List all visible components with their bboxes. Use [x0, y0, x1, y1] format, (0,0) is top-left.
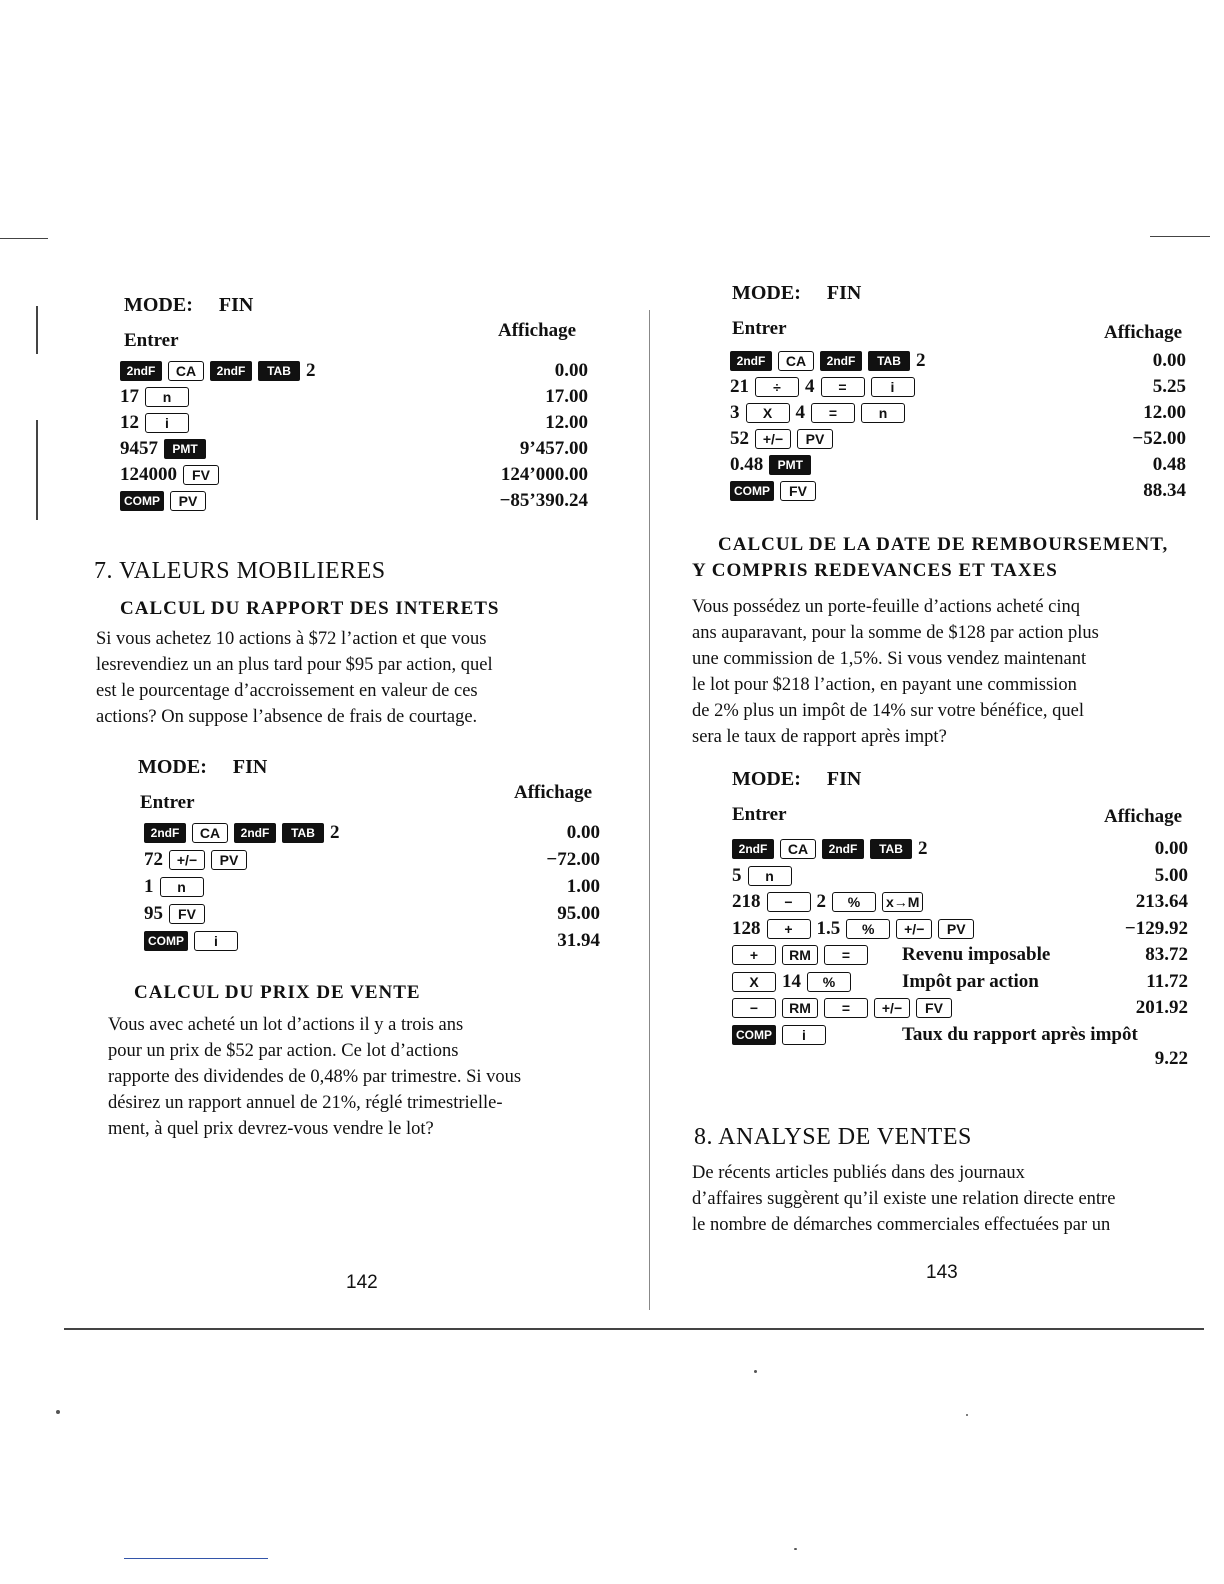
keystroke-row — [120, 358, 588, 384]
subsection-title: CALCUL DU RAPPORT DES INTERETS — [120, 598, 500, 619]
keystroke-row — [730, 426, 1186, 452]
entry-number: 52 — [730, 428, 749, 449]
calculator-key: i — [871, 377, 915, 397]
entrer-header: Entrer — [732, 804, 787, 825]
display-value: −52.00 — [1132, 428, 1186, 449]
mode-line — [124, 294, 253, 317]
entry-number: 2 — [816, 891, 826, 912]
display-value: −129.92 — [1124, 917, 1188, 939]
calculator-key: X — [732, 972, 776, 992]
paragraph-line: le nombre de démarches commerciales effectuées par un — [692, 1215, 1111, 1235]
scan-line — [36, 420, 38, 520]
input-sequence — [732, 836, 928, 862]
calculator-key: x→M — [882, 892, 923, 912]
keystroke-row — [120, 384, 588, 410]
calculator-key: = — [824, 945, 868, 965]
entry-number: 9457 — [120, 438, 158, 459]
input-sequence — [730, 452, 811, 478]
entry-number: 21 — [730, 376, 749, 397]
calculator-key: PV — [211, 850, 247, 870]
keystroke-row — [120, 488, 588, 514]
input-sequence — [120, 462, 219, 488]
calculator-key: 2ndF — [820, 351, 862, 371]
display-value: 88.34 — [1143, 480, 1186, 501]
entry-number: 14 — [782, 970, 801, 992]
calculator-key: 2ndF — [144, 823, 186, 843]
scan-speck — [966, 1414, 968, 1416]
entry-number: 12 — [120, 412, 139, 433]
calculator-key: CA — [778, 351, 814, 371]
calculator-key: +/− — [755, 429, 791, 449]
paragraph-line: pour un prix de $52 par action. Ce lot d’actions — [108, 1041, 459, 1061]
display-value: 201.92 — [1135, 997, 1188, 1018]
calculator-key: % — [832, 892, 876, 912]
keystroke-row — [144, 928, 600, 954]
display-value: 1.00 — [566, 876, 600, 897]
paragraph-line: lesrevendiez un an plus tard pour $95 par action, quel — [96, 655, 493, 675]
calculator-key: i — [782, 1025, 826, 1045]
entry-number: 218 — [732, 891, 761, 912]
keystroke-row — [730, 348, 1186, 374]
calculator-key: FV — [169, 904, 205, 924]
calculator-key: TAB — [282, 823, 324, 843]
keystroke-row — [144, 847, 600, 873]
display-value: 5.25 — [1152, 376, 1186, 397]
calculator-key: TAB — [868, 351, 910, 371]
keystroke-row — [732, 969, 1188, 995]
keystroke-row — [732, 889, 1188, 915]
mode-value: FIN — [232, 756, 268, 778]
display-value: 83.72 — [1145, 944, 1188, 965]
calculator-key: +/− — [874, 998, 910, 1018]
calculator-key: CA — [780, 839, 816, 859]
paragraph-line: une commission de 1,5%. Si vous vendez maintenant — [692, 649, 1087, 669]
entry-number: 124000 — [120, 464, 177, 485]
calculator-key: n — [861, 403, 905, 423]
mode-value: FIN — [826, 768, 862, 790]
paragraph-line: de 2% plus un impôt de 14% sur votre bénéfice, quel — [692, 701, 1084, 721]
calculator-key: TAB — [870, 839, 912, 859]
subsection-title: CALCUL DE LA DATE DE REMBOURSEMENT, — [718, 534, 1169, 555]
calculator-key: + — [767, 919, 811, 939]
keystroke-row — [120, 462, 588, 488]
paragraph-line: ans auparavant, pour la somme de $128 par action plus — [692, 623, 1099, 643]
display-value: 9.22 — [1154, 1048, 1188, 1069]
paragraph-line: désirez un rapport annuel de 21%, réglé trimestrielle- — [108, 1093, 503, 1113]
calculator-key: +/− — [896, 919, 932, 939]
calculator-key: RM — [782, 945, 818, 965]
calculator-key: COMP — [732, 1025, 776, 1045]
calculator-key: PV — [938, 919, 974, 939]
gutter-line — [649, 310, 650, 1310]
keystroke-row — [732, 836, 1188, 862]
affichage-header: Affichage — [1104, 806, 1183, 827]
entry-number: 72 — [144, 849, 163, 870]
calculator-key: i — [145, 413, 189, 433]
mode-label: MODE: — [138, 756, 207, 778]
display-value: 0.48 — [1152, 454, 1186, 475]
input-sequence — [144, 820, 340, 846]
calculator-key: n — [160, 877, 204, 897]
calculator-key: PV — [170, 491, 206, 511]
calculator-key: CA — [192, 823, 228, 843]
right-page — [640, 0, 1224, 1584]
input-sequence — [120, 488, 206, 514]
input-sequence — [144, 874, 204, 900]
display-value: 0.00 — [566, 822, 600, 843]
calculator-key: TAB — [258, 361, 300, 381]
display-value: 0.00 — [1152, 350, 1186, 371]
calculator-key: X — [746, 403, 790, 423]
entry-number: 17 — [120, 386, 139, 407]
paragraph — [692, 1160, 1188, 1238]
input-sequence — [144, 901, 205, 927]
page-number: 143 — [926, 1262, 958, 1283]
calculator-key: PV — [797, 429, 833, 449]
input-sequence — [120, 436, 206, 462]
entrer-header: Entrer — [140, 792, 195, 813]
keystroke-row — [732, 942, 1188, 968]
calculator-key: FV — [916, 998, 952, 1018]
calculator-key: n — [145, 387, 189, 407]
calculator-key: 2ndF — [234, 823, 276, 843]
entry-number: 95 — [144, 903, 163, 924]
calculator-key: ÷ — [755, 377, 799, 397]
calculator-key: FV — [780, 481, 816, 501]
display-value: 17.00 — [545, 386, 588, 407]
input-sequence — [730, 374, 915, 400]
paragraph-line: actions? On suppose l’absence de frais de courtage. — [96, 707, 478, 727]
mode-label: MODE: — [124, 294, 193, 316]
calculator-key: COMP — [120, 491, 164, 511]
scan-speck — [794, 1548, 797, 1550]
calculator-key: PMT — [164, 439, 206, 459]
mode-label: MODE: — [732, 768, 801, 790]
keystroke-row — [144, 874, 600, 900]
paragraph-line: d’affaires suggèrent qu’il existe une relation directe entre — [692, 1189, 1116, 1209]
calculator-key: i — [194, 931, 238, 951]
step-note: Impôt par action — [902, 970, 1039, 992]
step-note: Revenu imposable — [902, 944, 1051, 965]
keystroke-row — [144, 820, 600, 846]
calculator-key: COMP — [144, 931, 188, 951]
calculator-key: n — [748, 866, 792, 886]
input-sequence — [730, 478, 816, 504]
display-value: 124’000.00 — [500, 464, 588, 485]
entry-number: 128 — [732, 917, 761, 939]
section-title: 7. VALEURS MOBILIERES — [94, 558, 386, 584]
input-sequence — [732, 889, 923, 915]
mode-value: FIN — [218, 294, 254, 316]
input-sequence — [120, 384, 189, 410]
keystroke-row — [144, 901, 600, 927]
mode-line — [732, 282, 861, 305]
mode-value: FIN — [826, 282, 862, 304]
affichage-header: Affichage — [498, 320, 577, 341]
display-value: 213.64 — [1135, 891, 1188, 912]
keystroke-row — [732, 863, 1188, 889]
input-sequence — [144, 847, 247, 873]
keystroke-row — [120, 436, 588, 462]
step-note: Taux du rapport après impôt — [902, 1023, 1138, 1045]
entry-number: 0.48 — [730, 454, 764, 475]
input-sequence — [120, 410, 189, 436]
calculator-key: = — [821, 377, 865, 397]
entry-number: 3 — [730, 402, 740, 423]
paragraph-line: sera le taux de rapport après impt? — [692, 727, 947, 747]
calculator-key: 2ndF — [732, 839, 774, 859]
calculator-key: COMP — [730, 481, 774, 501]
display-value: 12.00 — [545, 412, 588, 433]
calculator-key: CA — [168, 361, 204, 381]
input-sequence — [732, 1022, 826, 1048]
input-sequence — [730, 400, 905, 426]
keystroke-row — [732, 1022, 1188, 1048]
display-value: −72.00 — [546, 849, 600, 870]
input-sequence — [730, 348, 926, 374]
calculator-key: RM — [782, 998, 818, 1018]
keystroke-row — [730, 374, 1186, 400]
paragraph-line: ment, à quel prix devrez-vous vendre le lot? — [108, 1119, 434, 1139]
calculator-key: = — [824, 998, 868, 1018]
paragraph-line: est le pourcentage d’accroissement en valeur de ces — [96, 681, 478, 701]
display-value: 9’457.00 — [519, 438, 588, 459]
calculator-key: − — [767, 892, 811, 912]
keystroke-row — [732, 916, 1188, 942]
keystroke-row — [730, 400, 1186, 426]
paragraph — [692, 594, 1186, 750]
entry-number: 1 — [144, 876, 154, 897]
input-sequence — [732, 969, 851, 995]
entry-number: 2 — [918, 838, 928, 859]
display-value: 31.94 — [557, 930, 600, 951]
calculator-key: 2ndF — [210, 361, 252, 381]
entry-number: 2 — [330, 822, 340, 843]
scan-line — [64, 1328, 1204, 1330]
input-sequence — [732, 995, 952, 1021]
display-value: 5.00 — [1154, 864, 1188, 886]
entry-number: 1.5 — [816, 917, 841, 939]
scan-line — [1150, 236, 1210, 237]
scan-speck — [56, 1410, 60, 1414]
entry-number: 5 — [732, 864, 742, 886]
calculator-key: PMT — [769, 455, 811, 475]
input-sequence — [732, 863, 792, 889]
entry-number: 4 — [795, 402, 805, 423]
display-value: 12.00 — [1143, 402, 1186, 423]
scan-line — [0, 238, 48, 239]
section-title: 8. ANALYSE DE VENTES — [694, 1124, 972, 1150]
calculator-key: 2ndF — [730, 351, 772, 371]
affichage-header: Affichage — [514, 782, 593, 803]
paragraph-line: De récents articles publiés dans des journaux — [692, 1163, 1025, 1183]
calculator-key: + — [732, 945, 776, 965]
input-sequence — [730, 426, 833, 452]
paragraph — [108, 1012, 606, 1142]
paragraph-line: le lot pour $218 l’action, en payant une commission — [692, 675, 1077, 695]
calculator-key: − — [732, 998, 776, 1018]
display-value: −85’390.24 — [499, 490, 588, 511]
entry-number: 4 — [805, 376, 815, 397]
affichage-header: Affichage — [1104, 322, 1183, 343]
calculator-key: +/− — [169, 850, 205, 870]
paragraph — [96, 626, 594, 730]
calculator-key: % — [846, 919, 890, 939]
keystroke-row — [730, 452, 1186, 478]
paragraph-line: Si vous achetez 10 actions à $72 l’action et que vous — [96, 629, 487, 649]
entrer-header: Entrer — [124, 330, 179, 351]
display-value: 95.00 — [557, 903, 600, 924]
calculator-key: 2ndF — [822, 839, 864, 859]
display-value: 0.00 — [554, 360, 588, 381]
input-sequence — [732, 942, 868, 968]
display-value: 0.00 — [1154, 838, 1188, 859]
calculator-key: % — [807, 972, 851, 992]
mode-label: MODE: — [732, 282, 801, 304]
entry-number: 2 — [916, 350, 926, 371]
calculator-key: 2ndF — [120, 361, 162, 381]
subsection-title: Y COMPRIS REDEVANCES ET TAXES — [692, 560, 1058, 581]
page-number: 142 — [346, 1272, 378, 1293]
entry-number: 2 — [306, 360, 316, 381]
mode-line — [138, 756, 267, 779]
paragraph-line: Vous possédez un porte-feuille d’actions acheté cinq — [692, 597, 1081, 617]
keystroke-row — [120, 410, 588, 436]
subsection-title: CALCUL DU PRIX DE VENTE — [134, 982, 421, 1003]
input-sequence — [144, 928, 238, 954]
scan-line — [124, 1558, 268, 1559]
keystroke-row — [730, 478, 1186, 504]
calculator-key: = — [811, 403, 855, 423]
input-sequence — [120, 358, 316, 384]
paragraph-line: Vous avec acheté un lot d’actions il y a trois ans — [108, 1015, 464, 1035]
calculator-key: FV — [183, 465, 219, 485]
scan-line — [36, 306, 38, 354]
input-sequence — [732, 916, 974, 942]
mode-line — [732, 768, 861, 791]
keystroke-row — [732, 995, 1188, 1021]
scan-speck — [754, 1370, 757, 1373]
entrer-header: Entrer — [732, 318, 787, 339]
display-value: 11.72 — [1146, 970, 1188, 992]
paragraph-line: rapporte des dividendes de 0,48% par trimestre. Si vous — [108, 1067, 522, 1087]
